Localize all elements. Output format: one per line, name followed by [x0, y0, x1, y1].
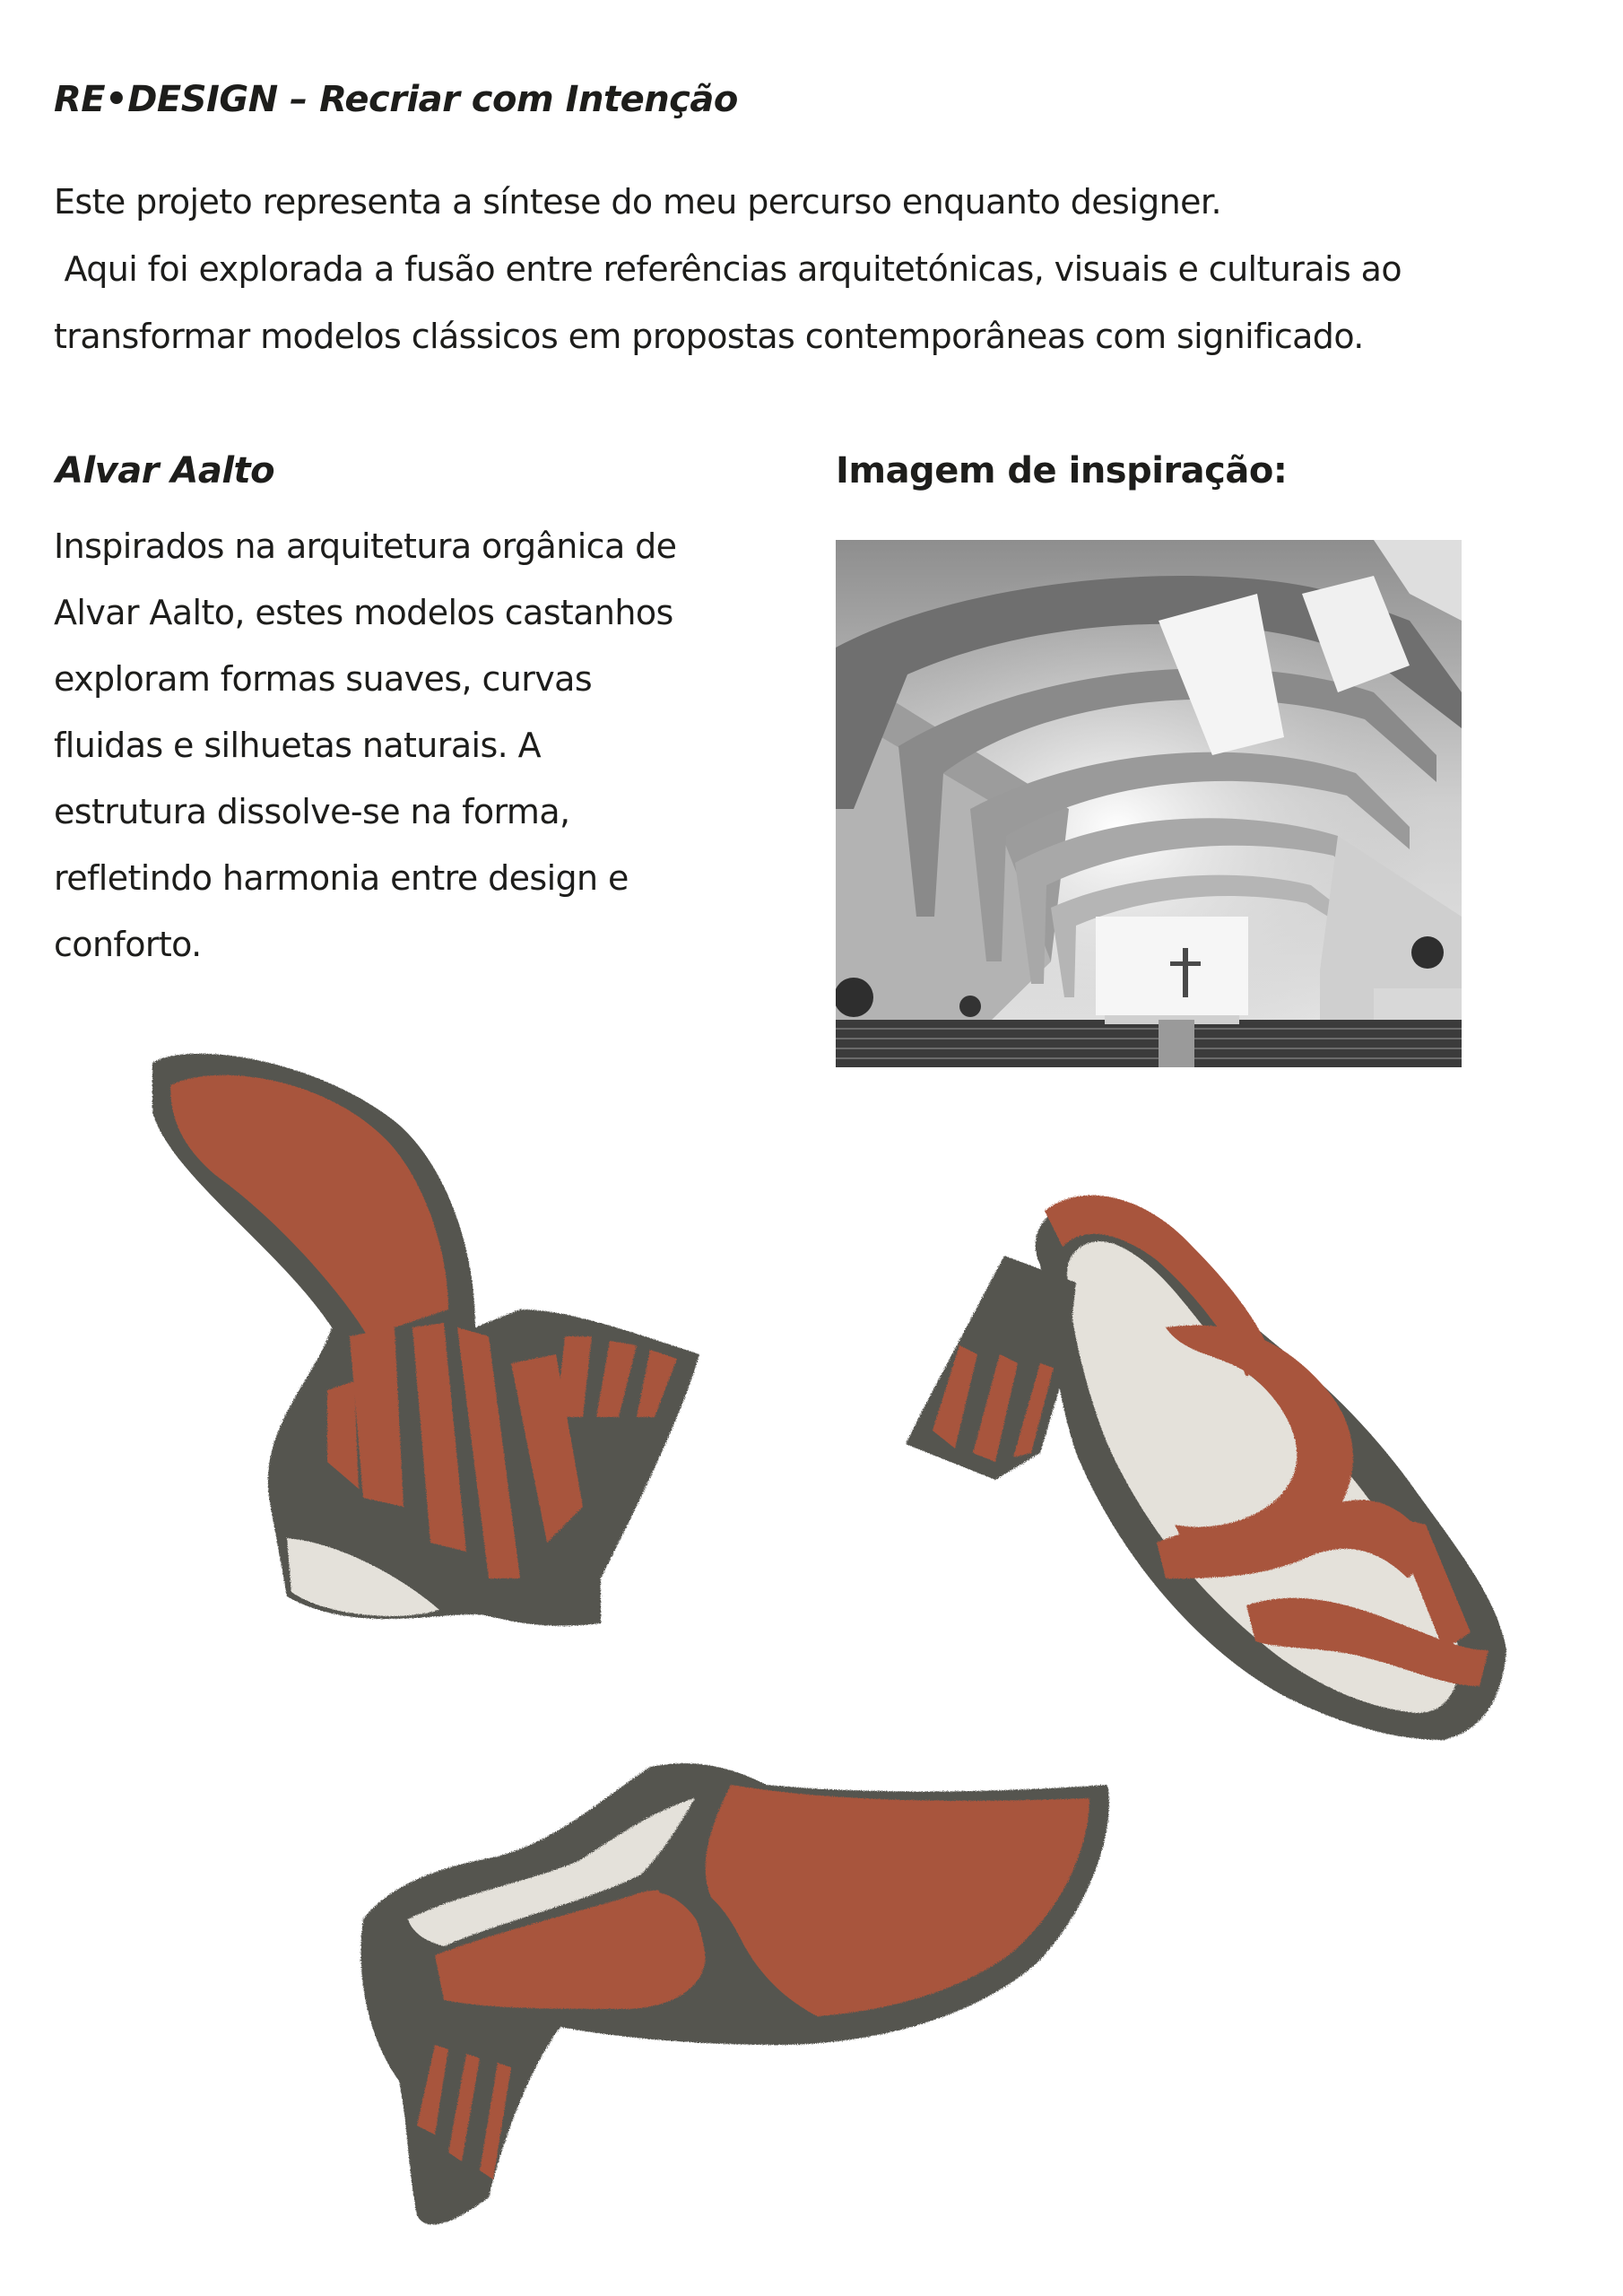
section-heading-inspiration: Imagem de inspiração:: [836, 450, 1288, 491]
aalto-description: [54, 513, 717, 978]
pump-sketch: [354, 1749, 1125, 2251]
page-title: RE•DESIGN – Recriar com Intenção: [54, 79, 738, 120]
description-line: exploram formas suaves, curvas: [54, 659, 593, 699]
description-line: conforto.: [54, 925, 202, 964]
sandal-sketch: [906, 1184, 1524, 1758]
intro-paragraph: [54, 169, 1524, 370]
description-line: refletindo harmonia entre design e: [54, 858, 629, 898]
intro-line: Este projeto representa a síntese do meu percurso enquanto designer.: [54, 182, 1221, 222]
description-line: Alvar Aalto, estes modelos castanhos: [54, 593, 673, 632]
intro-line: transformar modelos clássicos em propostas contemporâneas com significado.: [54, 317, 1364, 356]
inspiration-photo: [836, 540, 1462, 1067]
description-line: estrutura dissolve-se na forma,: [54, 792, 570, 831]
description-line: Inspirados na arquitetura orgânica de: [54, 526, 677, 566]
section-heading-alvar-aalto: Alvar Aalto: [56, 450, 275, 491]
description-line: fluidas e silhuetas naturais. A: [54, 726, 542, 765]
intro-line: Aqui foi explorada a fusão entre referências arquitetónicas, visuais e culturais ao: [54, 249, 1402, 289]
boot-sketch: [135, 1040, 726, 1650]
church-interior-image: [836, 540, 1462, 1067]
